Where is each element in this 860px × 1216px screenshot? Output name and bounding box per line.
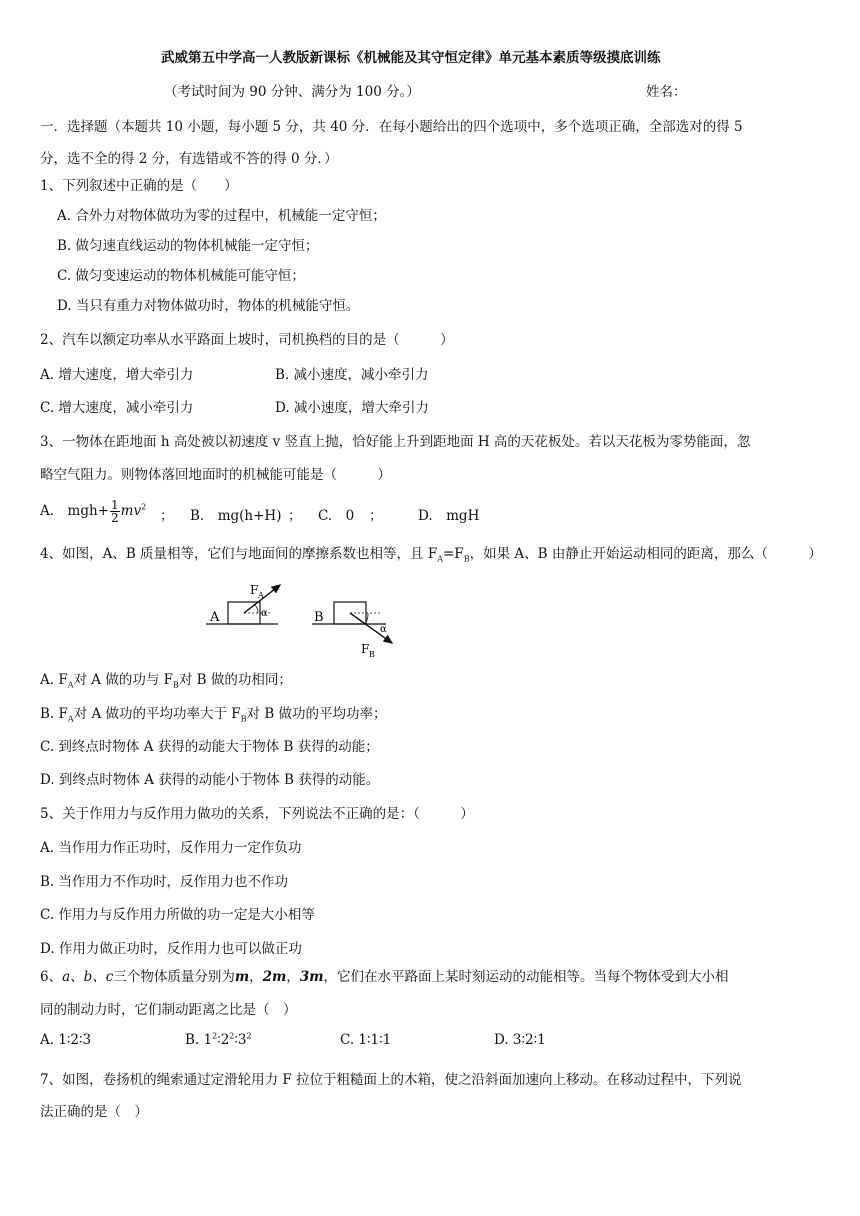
q4-option-d: D. 到终点时物体 A 获得的动能小于物体 B 获得的动能。 [40, 772, 380, 788]
q6-line2: 同的制动力时，它们制动距离之比是（ ） [40, 1002, 297, 1018]
q6-option-a: A. 1∶2∶3 [40, 1032, 92, 1048]
q3-sep3: ； [369, 508, 383, 524]
q1-option-b: B. 做匀速直线运动的物体机械能一定守恒； [57, 238, 319, 254]
section1-line2: 分，选不全的得 2 分，有选错或不答的得 0 分．） [40, 151, 338, 167]
q5-option-d: D. 作用力做正功时，反作用力也可以做正功 [40, 941, 302, 957]
q6-option-c: C. 1∶1∶1 [340, 1032, 392, 1048]
q6-line1: 6、a、b、c三个物体质量分别为m，2m，3m，它们在水平路面上某时刻运动的动能相等。当每个物体受到大小相 [40, 969, 729, 985]
q1-stem: 1、下列叙述中正确的是（ ） [40, 178, 238, 194]
label-a: A [210, 610, 220, 625]
q3-option-d: D. mgH [418, 508, 480, 524]
q3-option-a: A. mgh+ $\frac{1}{2}$ $mv^2$ [40, 498, 147, 525]
exam-info: （考试时间为 90 分钟、满分为 100 分。） [164, 84, 420, 100]
q3-sep1: ； [160, 508, 174, 524]
q3-line1: 3、一物体在距地面 h 高处被以初速度 v 竖直上抛，恰好能上升到距地面 H 高的天花板处。若以天花板为零势能面，忽 [40, 434, 751, 450]
label-fb: F [361, 642, 370, 656]
q1-option-a: A. 合外力对物体做功为零的过程中，机械能一定守恒； [57, 208, 386, 224]
q1-option-d: D. 当只有重力对物体做功时，物体的机械能守恒。 [57, 298, 360, 314]
svg-text:B: B [369, 650, 375, 659]
label-fa: F [250, 583, 259, 597]
one-half-fraction: $\frac{1}{2}$ [111, 498, 119, 525]
section1-line1: 一．选择题（本题共 10 小题，每小题 5 分，共 40 分．在每小题给出的四个选项中，多个选项正确，全部选对的得 5 [40, 119, 743, 135]
q4-option-b: B. $F_A$对 A 做功的平均功率大于 $F_B$对 B 做功的平均功率； [40, 706, 387, 724]
q7-line1: 7、如图，卷扬机的绳索通过定滑轮用力 F 拉位于粗糙面上的木箱，使之沿斜面加速向上移动。在移动过程中，下列说 [40, 1072, 742, 1088]
name-label: 姓名： [646, 84, 687, 100]
q7-line2: 法正确的是（ ） [40, 1104, 148, 1120]
alpha-a: α [261, 608, 268, 619]
q1-option-c: C. 做匀变速运动的物体机械能可能守恒； [57, 268, 305, 284]
q2-option-c: C. 增大速度，减小牵引力 [40, 400, 194, 416]
q6-option-d: D. 3∶2∶1 [494, 1032, 546, 1048]
q4-force-diagram [200, 578, 410, 660]
svg-text:A: A [258, 591, 264, 600]
q6-option-b: B. $1^2∶2^2∶3^2$ [185, 1031, 252, 1048]
q4-option-a: A. $F_A$对 A 做的功与 $F_B$对 B 做的功相同； [40, 672, 292, 690]
label-b: B [314, 610, 324, 625]
q3-sep2: ； [288, 508, 302, 524]
q2-option-a: A. 增大速度，增大牵引力 [40, 367, 194, 383]
q5-option-b: B. 当作用力不作功时，反作用力也不作功 [40, 874, 289, 890]
q3-line2: 略空气阻力。则物体落回地面时的机械能可能是（ ） [40, 467, 391, 483]
q4-option-c: C. 到终点时物体 A 获得的动能大于物体 B 获得的动能； [40, 739, 379, 755]
alpha-b: α [380, 624, 387, 635]
q3-option-c: C. 0 [318, 508, 355, 524]
mv-term: mv [120, 503, 142, 519]
q3-option-a-prefix: A. mgh+ [40, 503, 109, 519]
page-title: 武威第五中学高一人教版新课标《机械能及其守恒定律》单元基本素质等级摸底训练 [161, 50, 661, 66]
q2-option-b: B. 减小速度，减小牵引力 [275, 367, 429, 383]
q2-option-d: D. 减小速度，增大牵引力 [275, 400, 429, 416]
q3-option-b: B. mg(h+H) [190, 508, 282, 524]
q5-stem: 5、关于作用力与反作用力做功的关系，下列说法不正确的是：（ ） [40, 806, 474, 822]
q2-stem: 2、汽车以额定功率从水平路面上坡时，司机换档的目的是（ ） [40, 332, 454, 348]
q4-stem: 4、如图，A、B 质量相等，它们与地面间的摩擦系数也相等，且 $F_A=F_B$，如果 A、B 由静止开始运动相同的距离，那么（ ） [40, 546, 822, 564]
q5-option-a: A. 当作用力作正功时，反作用力一定作负功 [40, 840, 302, 856]
q5-option-c: C. 作用力与反作用力所做的功一定是大小相等 [40, 907, 315, 923]
